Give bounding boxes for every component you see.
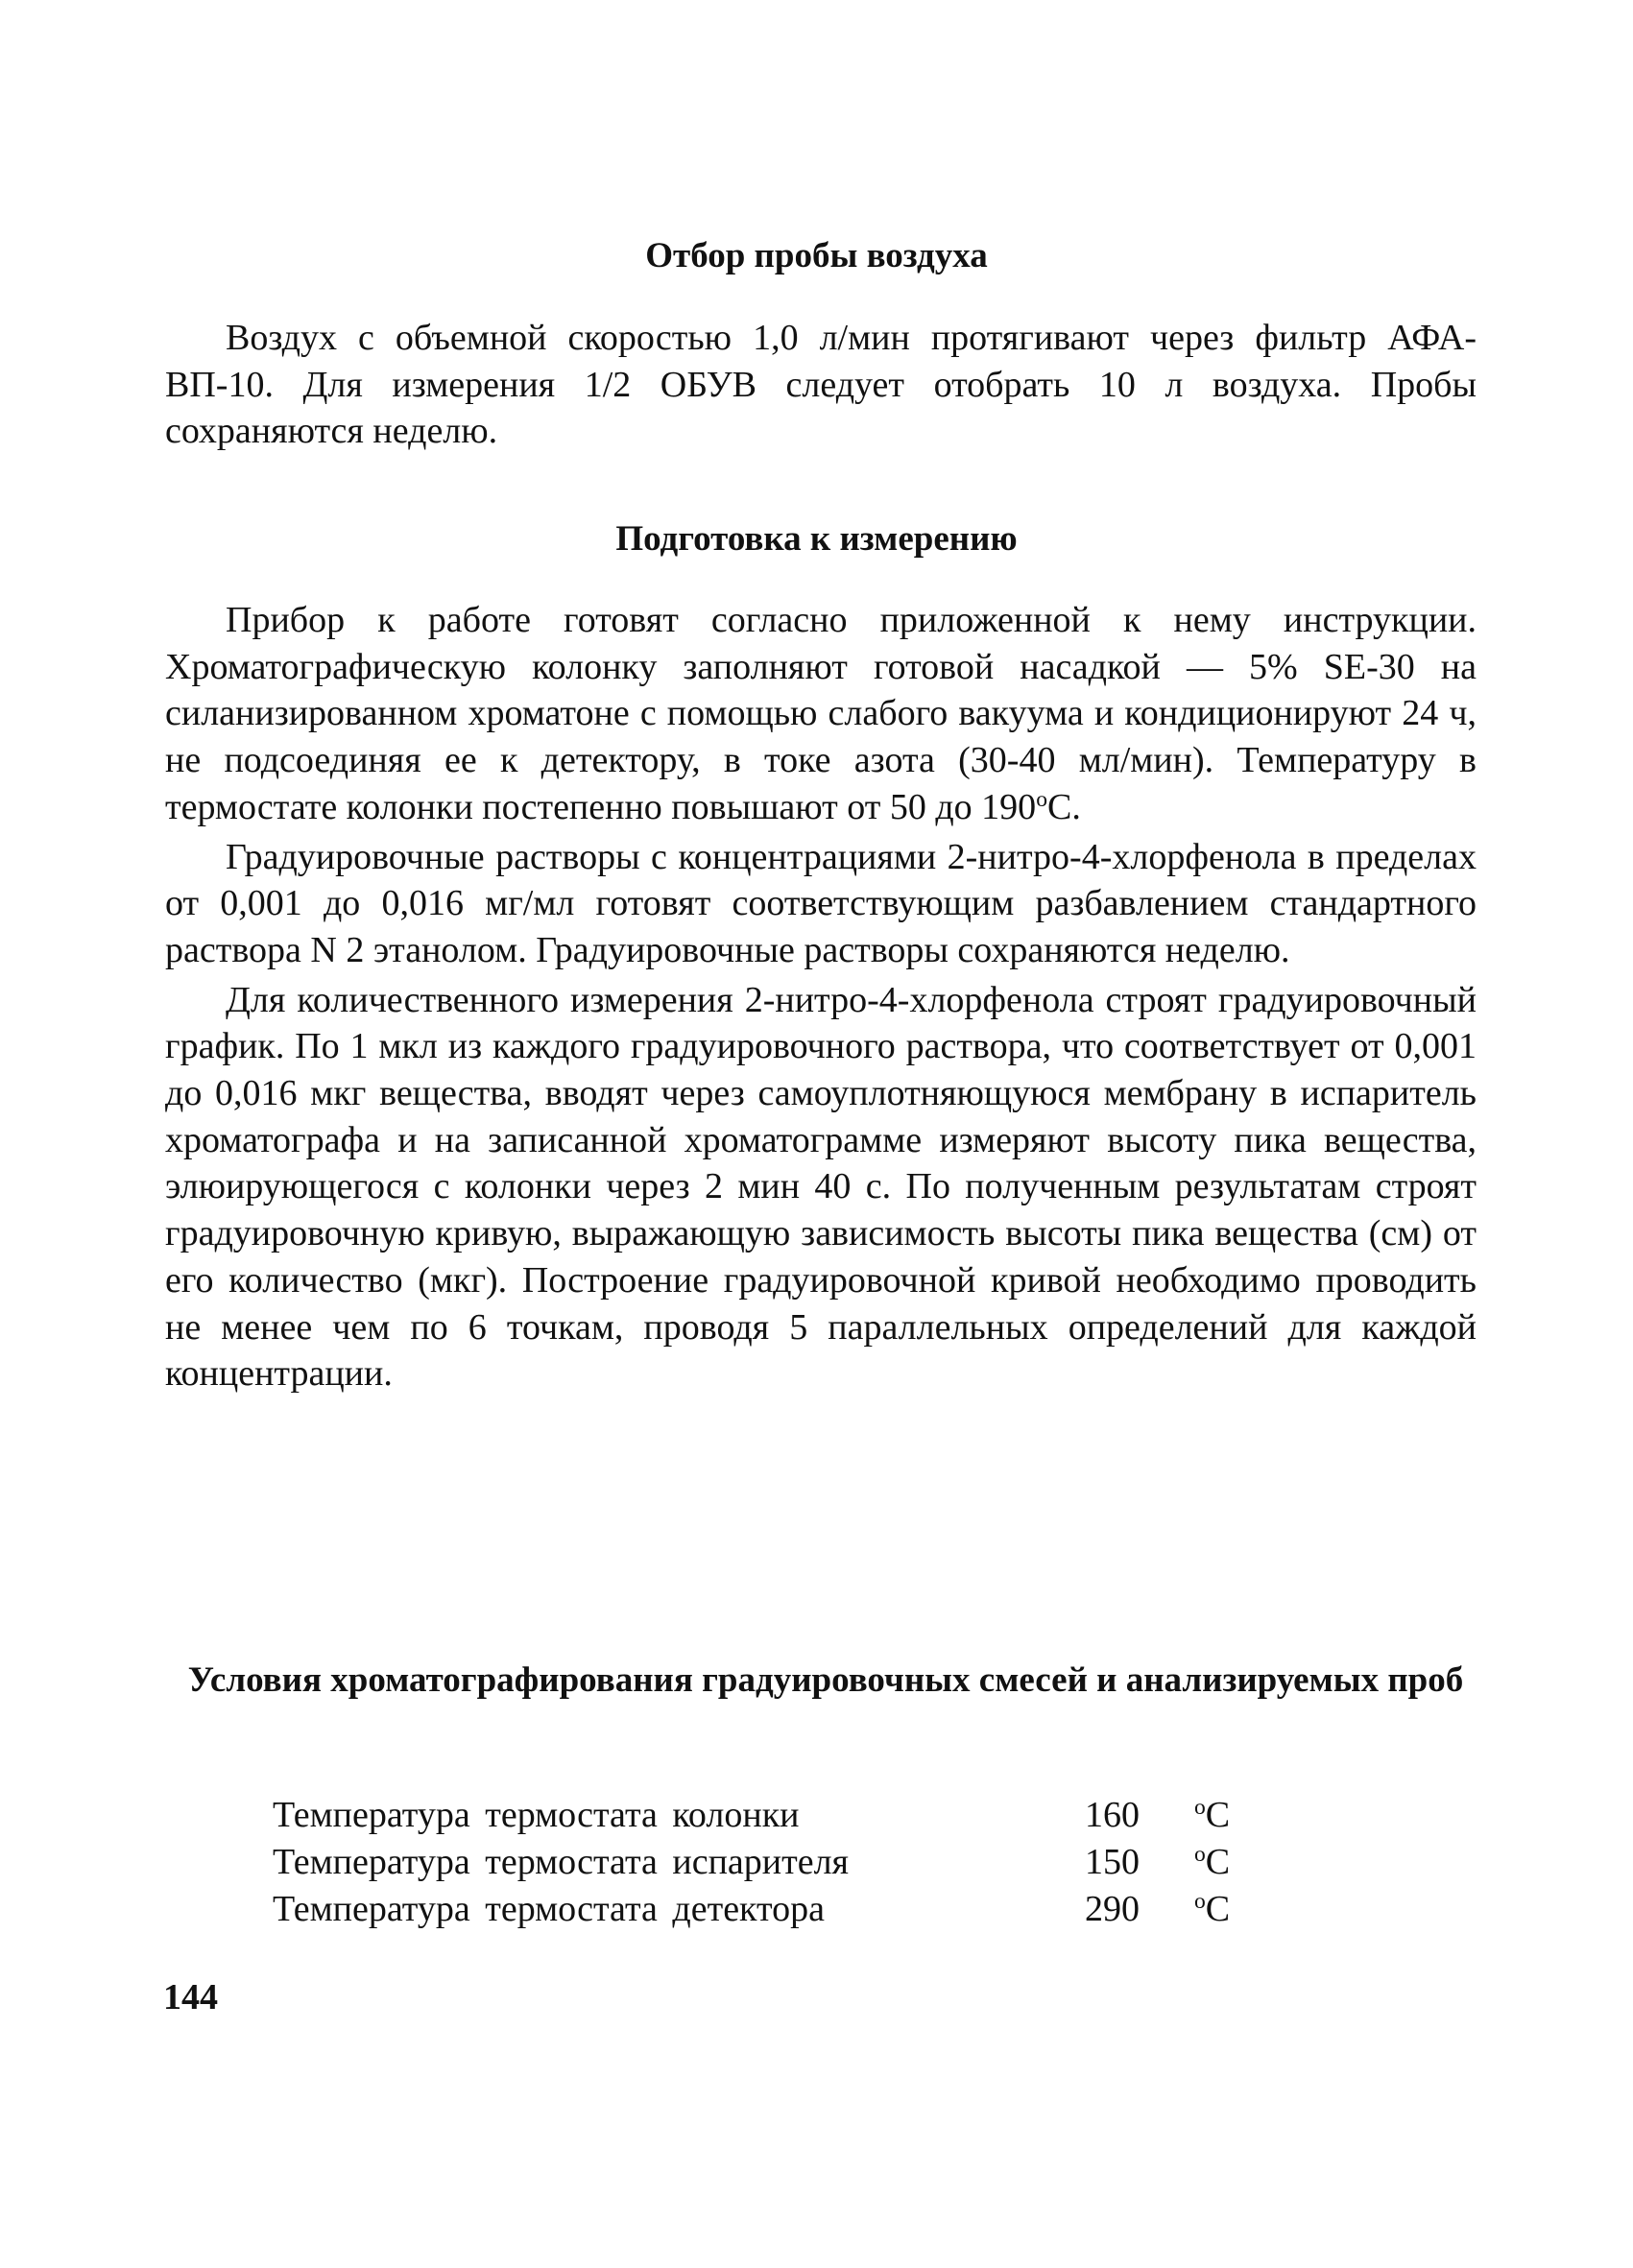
conditions-row xyxy=(273,1886,1230,1933)
sampling-paragraph: Воздух с объемной скоростью 1,0 л/мин протягивают через фильтр АФА-ВП-10. Для измерения 1/2 ОБУВ следует отобрать 10 л воздуха. Пробы сохраняются неделю. xyxy=(165,318,1477,452)
sampling-text xyxy=(165,315,1477,455)
condition-value: 290 xyxy=(1085,1889,1140,1929)
preparation-paragraph-1-text: Прибор к работе готовят согласно приложенной к нему инструкции. Хроматографическую колонку заполняют готовой насадкой — 5% SE-30 на силанизированном хроматоне с помощью слабого вакуума и кондиционируют 24 ч, не подсоединяя ее к детектору, в токе азота (30-40 мл/мин). Температуру в термостате колонки постепенно повышают от 50 до 190 xyxy=(165,600,1477,827)
section-heading-conditions: Условия хроматографирования градуировочных смесей и анализируемых проб xyxy=(187,1660,1464,1700)
degree-sign: o xyxy=(1194,1795,1206,1821)
condition-unit xyxy=(1171,1886,1230,1933)
condition-label: Температура термостата испарителя xyxy=(273,1842,850,1882)
degree-sign: o xyxy=(1036,786,1047,812)
unit-letter: C xyxy=(1205,1795,1231,1835)
unit-letter: C xyxy=(1205,1842,1231,1882)
preparation-text xyxy=(165,597,1477,1397)
preparation-paragraph-2: Градуировочные растворы с концентрациями 2-нитро-4-хлорфенола в пределах от 0,001 до 0,016 мг/мл готовят соответствующим разбавлением стандартного раствора N 2 этанолом. Градуировочные растворы сохраняются неделю. xyxy=(165,836,1477,970)
page-number: 144 xyxy=(163,1977,218,2017)
conditions-table xyxy=(273,1792,1230,1933)
unit-letter: C xyxy=(1205,1889,1231,1929)
conditions-row xyxy=(273,1792,1230,1839)
preparation-paragraph-3: Для количественного измерения 2-нитро-4-хлорфенола строят градуировочный график. По 1 мкл из каждого градуировочного раствора, что соответствует от 0,001 до 0,016 мкг вещества, вводят через самоуплотняющуюся мембрану в испаритель хроматографа и на записанной хроматограмме измеряют высоту пика вещества, элюирующегося с колонки через 2 мин 40 с. По полученным результатам строят градуировочную кривую, выражающую зависимость высоты пика вещества (см) от его количество (мкг). Построение градуировочной кривой необходимо проводить не менее чем по 6 точкам, проводя 5 параллельных определений для каждой концентрации. xyxy=(165,979,1477,1395)
condition-value: 150 xyxy=(1085,1842,1140,1882)
condition-value: 160 xyxy=(1085,1795,1140,1835)
degree-unit: C. xyxy=(1046,786,1081,827)
degree-sign: o xyxy=(1194,1842,1206,1868)
condition-unit xyxy=(1171,1792,1230,1839)
condition-label: Температура термостата колонки xyxy=(273,1795,800,1835)
condition-unit xyxy=(1171,1839,1230,1886)
conditions-row xyxy=(273,1839,1230,1886)
section-heading-sampling: Отбор пробы воздуха xyxy=(645,236,988,275)
degree-sign: o xyxy=(1194,1889,1206,1915)
condition-label: Температура термостата детектора xyxy=(273,1889,825,1929)
section-heading-preparation: Подготовка к измерению xyxy=(615,519,1018,559)
preparation-paragraph-1 xyxy=(165,597,1477,831)
